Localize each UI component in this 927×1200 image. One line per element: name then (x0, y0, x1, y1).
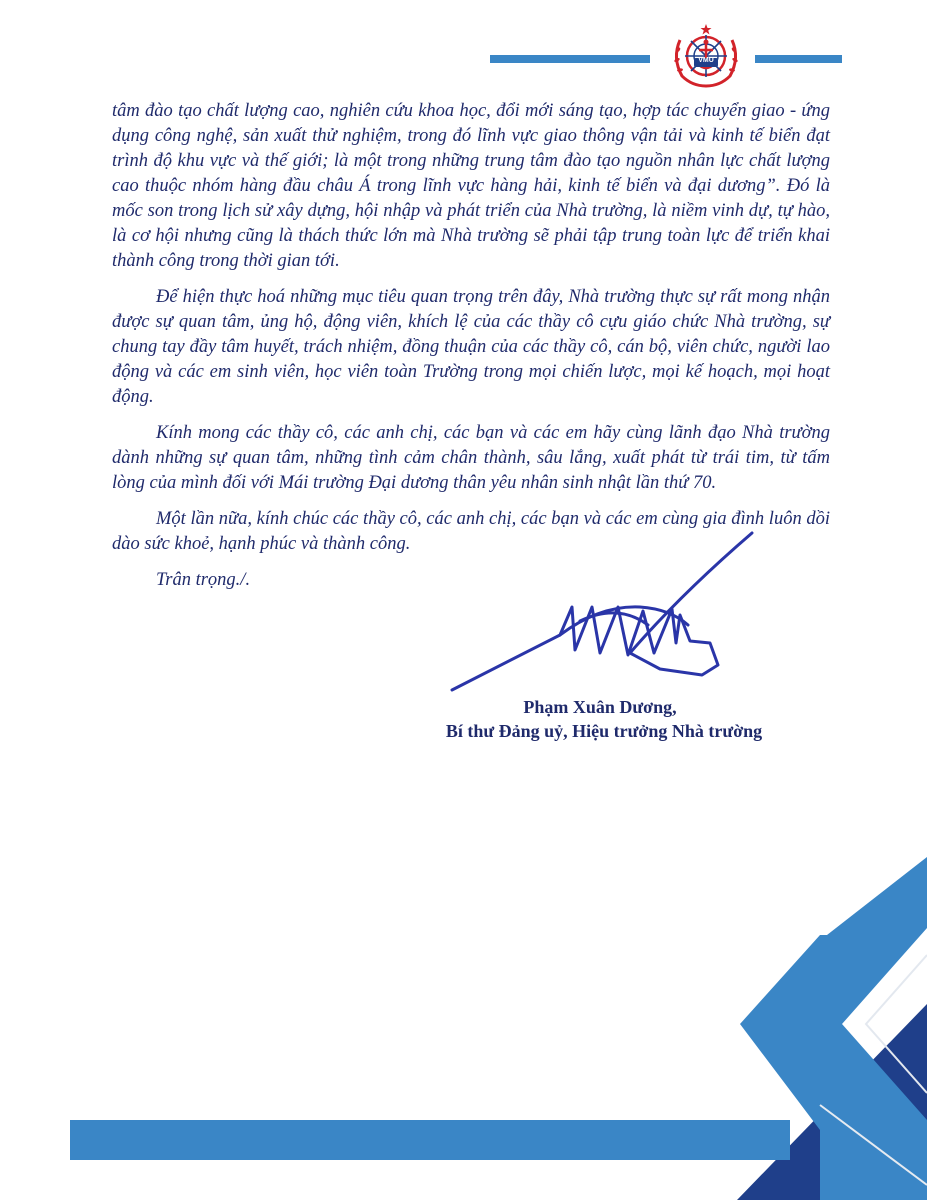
paragraph-4: Một lần nữa, kính chúc các thầy cô, các anh chị, các bạn và các em cùng gia đình luôn dồi dào sức khoẻ, hạnh phúc và thành công. (112, 509, 830, 554)
footer-band (70, 1120, 790, 1160)
light-chevron-shape (740, 857, 927, 1200)
signatory-title: Bí thư Đảng uỷ, Hiệu trưởng Nhà trường (445, 721, 763, 741)
university-logo (668, 20, 744, 90)
paragraph-3: Kính mong các thầy cô, các anh chị, các bạn và các em hãy cùng lãnh đạo Nhà trường dành những sự quan tâm, những tình cảm chân thành, sâu lắng, xuất phát từ trái tim, từ tấm lòng của mình đối với Mái trường Đại dương thân yêu nhân sinh nhật lần thứ 70. (112, 423, 830, 493)
dark-chevron-shape (737, 1004, 927, 1200)
paragraph-1: tâm đào tạo chất lượng cao, nghiên cứu khoa học, đổi mới sáng tạo, hợp tác chuyển giao - ứng dụng công nghệ, sản xuất thử nghiệm, trong đó lĩnh vực giao thông vận tải và kinh tế biển đạt trình độ khu vực và thế giới; là một trong những trung tâm đào tạo nguồn nhân lực chất lượng cao thuộc nhóm hàng đầu châu Á trong lĩnh vực hàng hải, kinh tế biển và đại dương”. Đó là mốc son trong lịch sử xây dựng, hội nhập và phát triển của Nhà trường, là niềm vinh dự, tự hào, là cơ hội nhưng cũng là thách thức lớn mà Nhà trường sẽ phải tập trung toàn lực để triển khai thành công trong thời gian tới. (112, 101, 830, 271)
closing-line: Trân trọng./. (156, 570, 251, 590)
logo-text: VMU (698, 57, 714, 64)
paragraph-2: Để hiện thực hoá những mục tiêu quan trọng trên đây, Nhà trường thực sự rất mong nhận được sự quan tâm, ủng hộ, động viên, khích lệ của các thầy cô cựu giáo chức Nhà trường, sự chung tay đầy tâm huyết, trách nhiệm, đồng thuận của các thầy cô, cán bộ, viên chức, người lao động và các em sinh viên, học viên toàn Trường trong mọi chiến lược, mọi kế hoạch, mọi hoạt động. (112, 287, 830, 407)
header-bar-right (755, 55, 842, 63)
header-bar-left (490, 55, 650, 63)
chevron-outline (866, 955, 927, 1093)
handwritten-signature (440, 525, 780, 705)
signatory-name: Phạm Xuân Dương, (523, 697, 677, 717)
